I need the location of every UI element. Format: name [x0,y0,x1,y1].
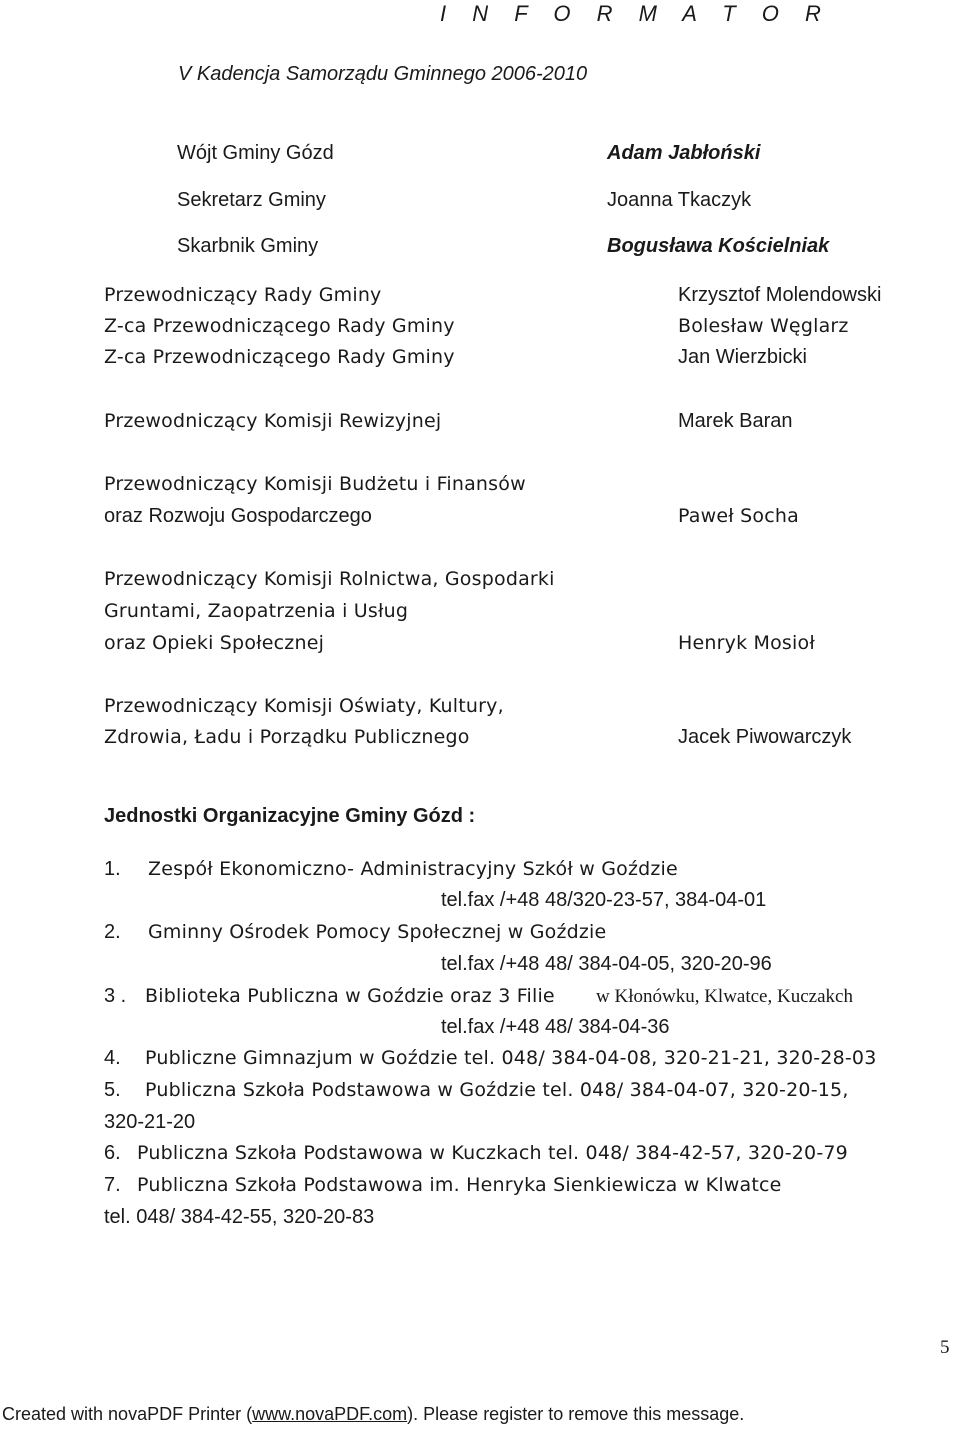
unit-name: Publiczne Gimnazjum w Goździe tel. 048/ 384-04-08, 320-21-21, 320-28-03 [145,1047,877,1069]
footer-notice [2,1402,744,1426]
document-title: I N F O R M A T O R [440,1,831,26]
unit-phone: 320-21-20 [104,1111,196,1133]
official-role: Z-ca Przewodniczącego Rady Gminy [104,315,455,337]
unit-name: Publiczna Szkoła Podstawowa w Goździe tel. 048/ 384-04-07, 320-20-15, [145,1079,849,1101]
official-name: Henryk Mosioł [678,632,815,654]
unit-number: 3 . [104,985,127,1007]
official-name: Marek Baran [678,410,793,432]
unit-name: Zespół Ekonomiczno- Administracyjny Szkół w Goździe [148,858,678,880]
official-name: Bolesław Węglarz [678,315,849,337]
official-name: Krzysztof Molendowski [678,284,882,306]
unit-number: 5. [104,1079,121,1101]
unit-number: 7. [104,1174,121,1196]
official-name: Jan Wierzbicki [678,346,807,368]
footer-suffix: ). Please register to remove this message. [407,1404,745,1424]
official-name: Adam Jabłoński [607,142,761,164]
footer-prefix: Created with novaPDF Printer ( [2,1404,253,1424]
unit-number: 1. [104,858,121,880]
official-role-line: Zdrowia, Ładu i Porządku Publicznego [104,726,470,748]
unit-name-extra: w Kłonówku, Klwatce, Kuczakch [596,986,853,1007]
official-role: Przewodniczący Rady Gminy [104,284,382,306]
unit-phone: tel.fax /+48 48/ 384-04-05, 320-20-96 [441,953,772,975]
official-name: Paweł Socha [678,505,799,527]
official-role-line: oraz Opieki Społecznej [104,632,325,654]
official-role: Z-ca Przewodniczącego Rady Gminy [104,346,455,368]
official-name: Joanna Tkaczyk [607,189,752,211]
unit-name: Gminny Ośrodek Pomocy Społecznej w Goździe [148,921,607,943]
official-role-line: Przewodniczący Komisji Rolnictwa, Gospodarki [104,568,555,590]
unit-phone: tel.fax /+48 48/ 384-04-36 [441,1016,670,1038]
unit-phone: tel. 048/ 384-42-55, 320-20-83 [104,1206,375,1228]
official-role-line: Gruntami, Zaopatrzenia i Usług [104,600,409,622]
official-name: Bogusława Kościelniak [607,235,830,257]
official-role-line: Przewodniczący Komisji Oświaty, Kultury, [104,695,504,717]
official-role: Skarbnik Gminy [177,235,319,257]
units-heading: Jednostki Organizacyjne Gminy Gózd : [104,805,476,827]
unit-number: 4. [104,1047,121,1069]
unit-name: Biblioteka Publiczna w Goździe oraz 3 Filie [145,985,555,1007]
official-name: Jacek Piwowarczyk [678,726,852,748]
official-role: Przewodniczący Komisji Rewizyjnej [104,410,442,432]
unit-number: 2. [104,921,121,943]
unit-name: Publiczna Szkoła Podstawowa im. Henryka Sienkiewicza w Klwatce [137,1174,782,1196]
document-subtitle: V Kadencja Samorządu Gminnego 2006-2010 [178,63,588,85]
official-role: Wójt Gminy Gózd [177,142,334,164]
unit-phone: tel.fax /+48 48/320-23-57, 384-04-01 [441,889,767,911]
official-role: Sekretarz Gminy [177,189,326,211]
unit-name: Publiczna Szkoła Podstawowa w Kuczkach tel. 048/ 384-42-57, 320-20-79 [137,1142,848,1164]
page-number: 5 [940,1337,950,1358]
unit-number: 6. [104,1142,121,1164]
official-role-line: Przewodniczący Komisji Budżetu i Finansów [104,473,526,495]
footer-link[interactable]: www.novaPDF.com [252,1404,408,1424]
official-role-line: oraz Rozwoju Gospodarczego [104,505,372,527]
